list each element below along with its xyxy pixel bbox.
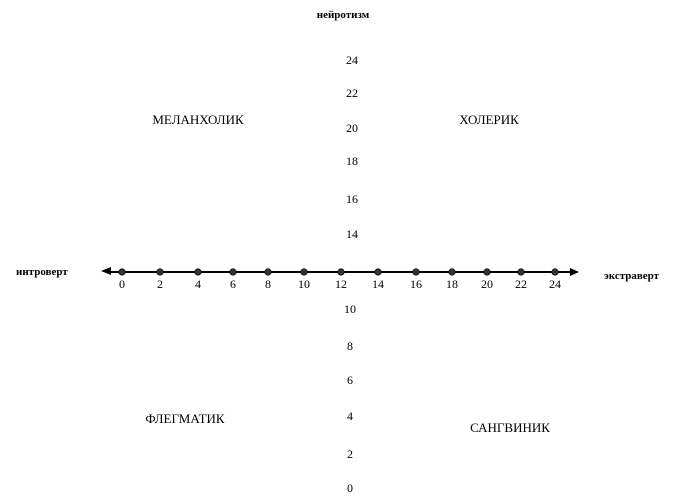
- right-axis-label: экстраверт: [604, 270, 660, 282]
- axis-point: [449, 269, 456, 276]
- horizontal-axis-tick-labels: [119, 277, 561, 291]
- axis-point: [119, 269, 126, 276]
- quadrant-top-right: ХОЛЕРИК: [459, 112, 519, 127]
- axis-point: [195, 269, 202, 276]
- vertical-ticks-upper: [346, 53, 358, 241]
- horizontal-tick-label: 4: [195, 277, 201, 291]
- vertical-tick-label: 18: [346, 154, 358, 168]
- vertical-tick-label: 20: [346, 121, 358, 135]
- quadrant-top-left: МЕЛАНХОЛИК: [152, 112, 244, 127]
- left-arrow-icon: [101, 267, 111, 275]
- horizontal-tick-label: 2: [157, 277, 163, 291]
- horizontal-tick-label: 24: [549, 277, 561, 291]
- vertical-ticks-lower: [344, 302, 356, 495]
- vertical-tick-label: 16: [346, 192, 358, 206]
- horizontal-tick-label: 14: [372, 277, 384, 291]
- horizontal-axis: [101, 267, 579, 291]
- horizontal-tick-label: 22: [515, 277, 527, 291]
- axis-point: [157, 269, 164, 276]
- vertical-tick-label: 14: [346, 227, 358, 241]
- vertical-tick-label: 4: [347, 409, 353, 423]
- vertical-tick-label: 0: [347, 481, 353, 495]
- horizontal-tick-label: 8: [265, 277, 271, 291]
- horizontal-tick-label: 12: [335, 277, 347, 291]
- vertical-tick-label: 8: [347, 339, 353, 353]
- horizontal-tick-label: 10: [298, 277, 310, 291]
- horizontal-tick-label: 20: [481, 277, 493, 291]
- vertical-tick-label: 24: [346, 53, 358, 67]
- horizontal-tick-label: 16: [410, 277, 422, 291]
- quadrant-bottom-left: ФЛЕГМАТИК: [145, 411, 225, 426]
- horizontal-tick-label: 0: [119, 277, 125, 291]
- quadrant-bottom-right: САНГВИНИК: [470, 420, 550, 435]
- vertical-tick-label: 22: [346, 86, 358, 100]
- right-arrow-icon: [570, 268, 579, 276]
- axis-point: [484, 269, 491, 276]
- horizontal-tick-label: 6: [230, 277, 236, 291]
- axis-point: [230, 269, 237, 276]
- axis-point: [413, 269, 420, 276]
- axis-point: [375, 269, 382, 276]
- vertical-tick-label: 2: [347, 447, 353, 461]
- vertical-tick-label: 6: [347, 373, 353, 387]
- axis-point: [518, 269, 525, 276]
- axis-point: [552, 269, 559, 276]
- horizontal-tick-label: 18: [446, 277, 458, 291]
- axis-point: [265, 269, 272, 276]
- axis-point: [301, 269, 308, 276]
- axis-point: [338, 269, 345, 276]
- vertical-tick-label: 10: [344, 302, 356, 316]
- vertical-axis-title: нейротизм: [316, 9, 370, 21]
- left-axis-label: интроверт: [16, 266, 68, 278]
